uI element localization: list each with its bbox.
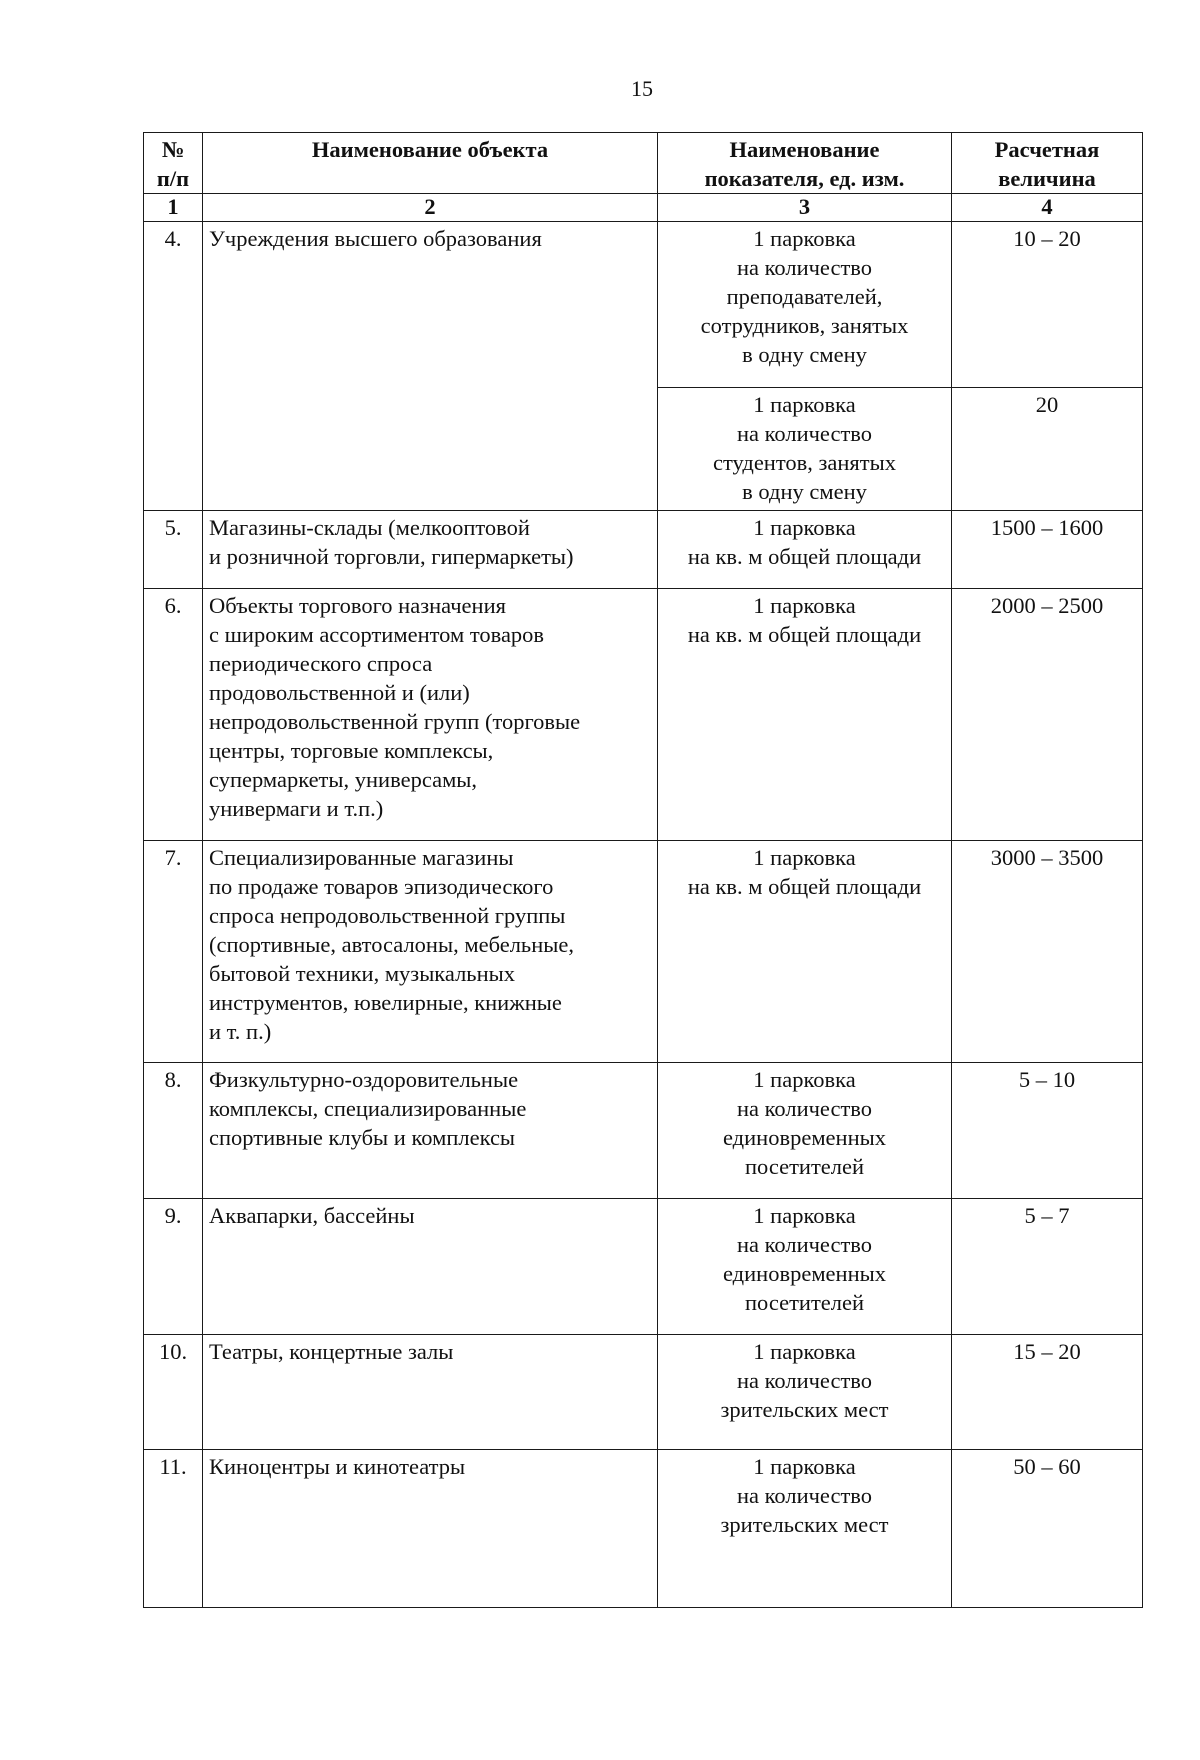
- row-number: 10.: [144, 1335, 203, 1450]
- table-row: [144, 222, 1143, 388]
- row-number: 5.: [144, 511, 203, 589]
- column-number: 4: [952, 194, 1143, 222]
- indicator-name-line: 1 парковка: [753, 226, 856, 251]
- header-text: Наименование: [729, 137, 880, 162]
- object-name-line: Учреждения высшего образования: [209, 226, 542, 251]
- calculated-value: 10 – 20: [952, 222, 1143, 388]
- indicator-name: [658, 1063, 952, 1199]
- object-name: [203, 841, 658, 1063]
- column-number: 2: [203, 194, 658, 222]
- header-object-name: [203, 133, 658, 194]
- table-row: [144, 1450, 1143, 1608]
- column-number: 1: [144, 194, 203, 222]
- object-name-line: супермаркеты, универсамы,: [209, 767, 478, 792]
- object-name-line: спроса непродовольственной группы: [209, 903, 566, 928]
- table-body: [144, 222, 1143, 1608]
- column-number-row: [144, 194, 1143, 222]
- object-name: [203, 1063, 658, 1199]
- table-row: [144, 1063, 1143, 1199]
- table-row: [144, 1335, 1143, 1450]
- calculated-value: 5 – 10: [952, 1063, 1143, 1199]
- indicator-name-line: 1 парковка: [753, 1203, 856, 1228]
- object-name: [203, 1450, 658, 1608]
- header-text: величина: [998, 166, 1096, 191]
- header-indicator-name: [658, 133, 952, 194]
- object-name-line: Объекты торгового назначения: [209, 593, 506, 618]
- object-name-line: универмаги и т.п.): [209, 796, 384, 821]
- header-number: [144, 133, 203, 194]
- row-number: 8.: [144, 1063, 203, 1199]
- object-name-line: Театры, концертные залы: [209, 1339, 454, 1364]
- indicator-name: [658, 388, 952, 511]
- object-name-line: и розничной торговли, гипермаркеты): [209, 544, 574, 569]
- indicator-name-line: на количество: [736, 1232, 873, 1257]
- indicator-name-line: на количество: [736, 255, 873, 280]
- indicator-name: [658, 1199, 952, 1335]
- indicator-name-line: на кв. м общей площади: [687, 622, 922, 647]
- indicator-name-line: на количество: [736, 1096, 873, 1121]
- table-row: [144, 511, 1143, 589]
- column-number: 3: [658, 194, 952, 222]
- object-name-line: Аквапарки, бассейны: [209, 1203, 415, 1228]
- indicator-name: [658, 511, 952, 589]
- row-number: 4.: [144, 222, 203, 511]
- indicator-name-line: 1 парковка: [753, 845, 856, 870]
- header-text: п/п: [156, 166, 190, 191]
- object-name-line: и т. п.): [209, 1019, 272, 1044]
- table-row: [144, 589, 1143, 841]
- object-name-line: спортивные клубы и комплексы: [209, 1125, 516, 1150]
- indicator-name: [658, 1335, 952, 1450]
- indicator-name-line: на количество: [736, 421, 873, 446]
- object-name-line: инструментов, ювелирные, книжные: [209, 990, 562, 1015]
- indicator-name-line: 1 парковка: [753, 1067, 856, 1092]
- indicator-name: [658, 589, 952, 841]
- table-row: [144, 841, 1143, 1063]
- calculated-value: 15 – 20: [952, 1335, 1143, 1450]
- indicator-name-line: посетителей: [744, 1290, 865, 1315]
- object-name: [203, 511, 658, 589]
- object-name: [203, 222, 658, 511]
- parking-norms-table: [143, 132, 1143, 1608]
- object-name-line: непродовольственной групп (торговые: [209, 709, 581, 734]
- indicator-name-line: посетителей: [744, 1154, 865, 1179]
- object-name-line: центры, торговые комплексы,: [209, 738, 494, 763]
- indicator-name-line: на количество: [736, 1368, 873, 1393]
- table-row: [144, 1199, 1143, 1335]
- object-name-line: Специализированные магазины: [209, 845, 514, 870]
- indicator-name-line: 1 парковка: [753, 1339, 856, 1364]
- header-text: №: [161, 137, 185, 162]
- indicator-name-line: зрительских мест: [720, 1397, 889, 1422]
- indicator-name-line: 1 парковка: [753, 1454, 856, 1479]
- object-name: [203, 1335, 658, 1450]
- calculated-value: 20: [952, 388, 1143, 511]
- page-number: 15: [631, 76, 653, 101]
- calculated-value: 2000 – 2500: [952, 589, 1143, 841]
- indicator-name-line: на количество: [736, 1483, 873, 1508]
- header-text: показателя, ед. изм.: [704, 166, 905, 191]
- indicator-name-line: в одну смену: [742, 479, 867, 504]
- object-name-line: Магазины-склады (мелкооптовой: [209, 515, 530, 540]
- calculated-value: 3000 – 3500: [952, 841, 1143, 1063]
- header-calculated-value: [952, 133, 1143, 194]
- object-name: [203, 1199, 658, 1335]
- calculated-value: 1500 – 1600: [952, 511, 1143, 589]
- indicator-name-line: единовременных: [722, 1261, 886, 1286]
- header-row: [144, 133, 1143, 194]
- object-name-line: Киноцентры и кинотеатры: [209, 1454, 466, 1479]
- indicator-name-line: в одну смену: [742, 342, 867, 367]
- object-name: [203, 589, 658, 841]
- indicator-name-line: 1 парковка: [753, 515, 856, 540]
- row-number: 6.: [144, 589, 203, 841]
- indicator-name: [658, 841, 952, 1063]
- calculated-value: 5 – 7: [952, 1199, 1143, 1335]
- indicator-name: [658, 222, 952, 388]
- object-name-line: бытовой техники, музыкальных: [209, 961, 515, 986]
- indicator-name-line: 1 парковка: [753, 392, 856, 417]
- indicator-name-line: на кв. м общей площади: [687, 544, 922, 569]
- indicator-name-line: студентов, занятых: [713, 450, 896, 475]
- indicator-name-line: сотрудников, занятых: [700, 313, 909, 338]
- row-number: 11.: [144, 1450, 203, 1608]
- row-number: 9.: [144, 1199, 203, 1335]
- indicator-name-line: 1 парковка: [753, 593, 856, 618]
- header-text: Расчетная: [994, 137, 1100, 162]
- object-name-line: периодического спроса: [209, 651, 433, 676]
- indicator-name-line: единовременных: [722, 1125, 886, 1150]
- object-name-line: продовольственной и (или): [209, 680, 470, 705]
- header-text: Наименование объекта: [311, 137, 549, 162]
- object-name-line: по продаже товаров эпизодического: [209, 874, 554, 899]
- row-number: 7.: [144, 841, 203, 1063]
- indicator-name: [658, 1450, 952, 1608]
- object-name-line: Физкультурно-оздоровительные: [209, 1067, 519, 1092]
- indicator-name-line: зрительских мест: [720, 1512, 889, 1537]
- object-name-line: комплексы, специализированные: [209, 1096, 527, 1121]
- calculated-value: 50 – 60: [952, 1450, 1143, 1608]
- object-name-line: с широким ассортиментом товаров: [209, 622, 545, 647]
- indicator-name-line: преподавателей,: [726, 284, 883, 309]
- object-name-line: (спортивные, автосалоны, мебельные,: [209, 932, 574, 957]
- indicator-name-line: на кв. м общей площади: [687, 874, 922, 899]
